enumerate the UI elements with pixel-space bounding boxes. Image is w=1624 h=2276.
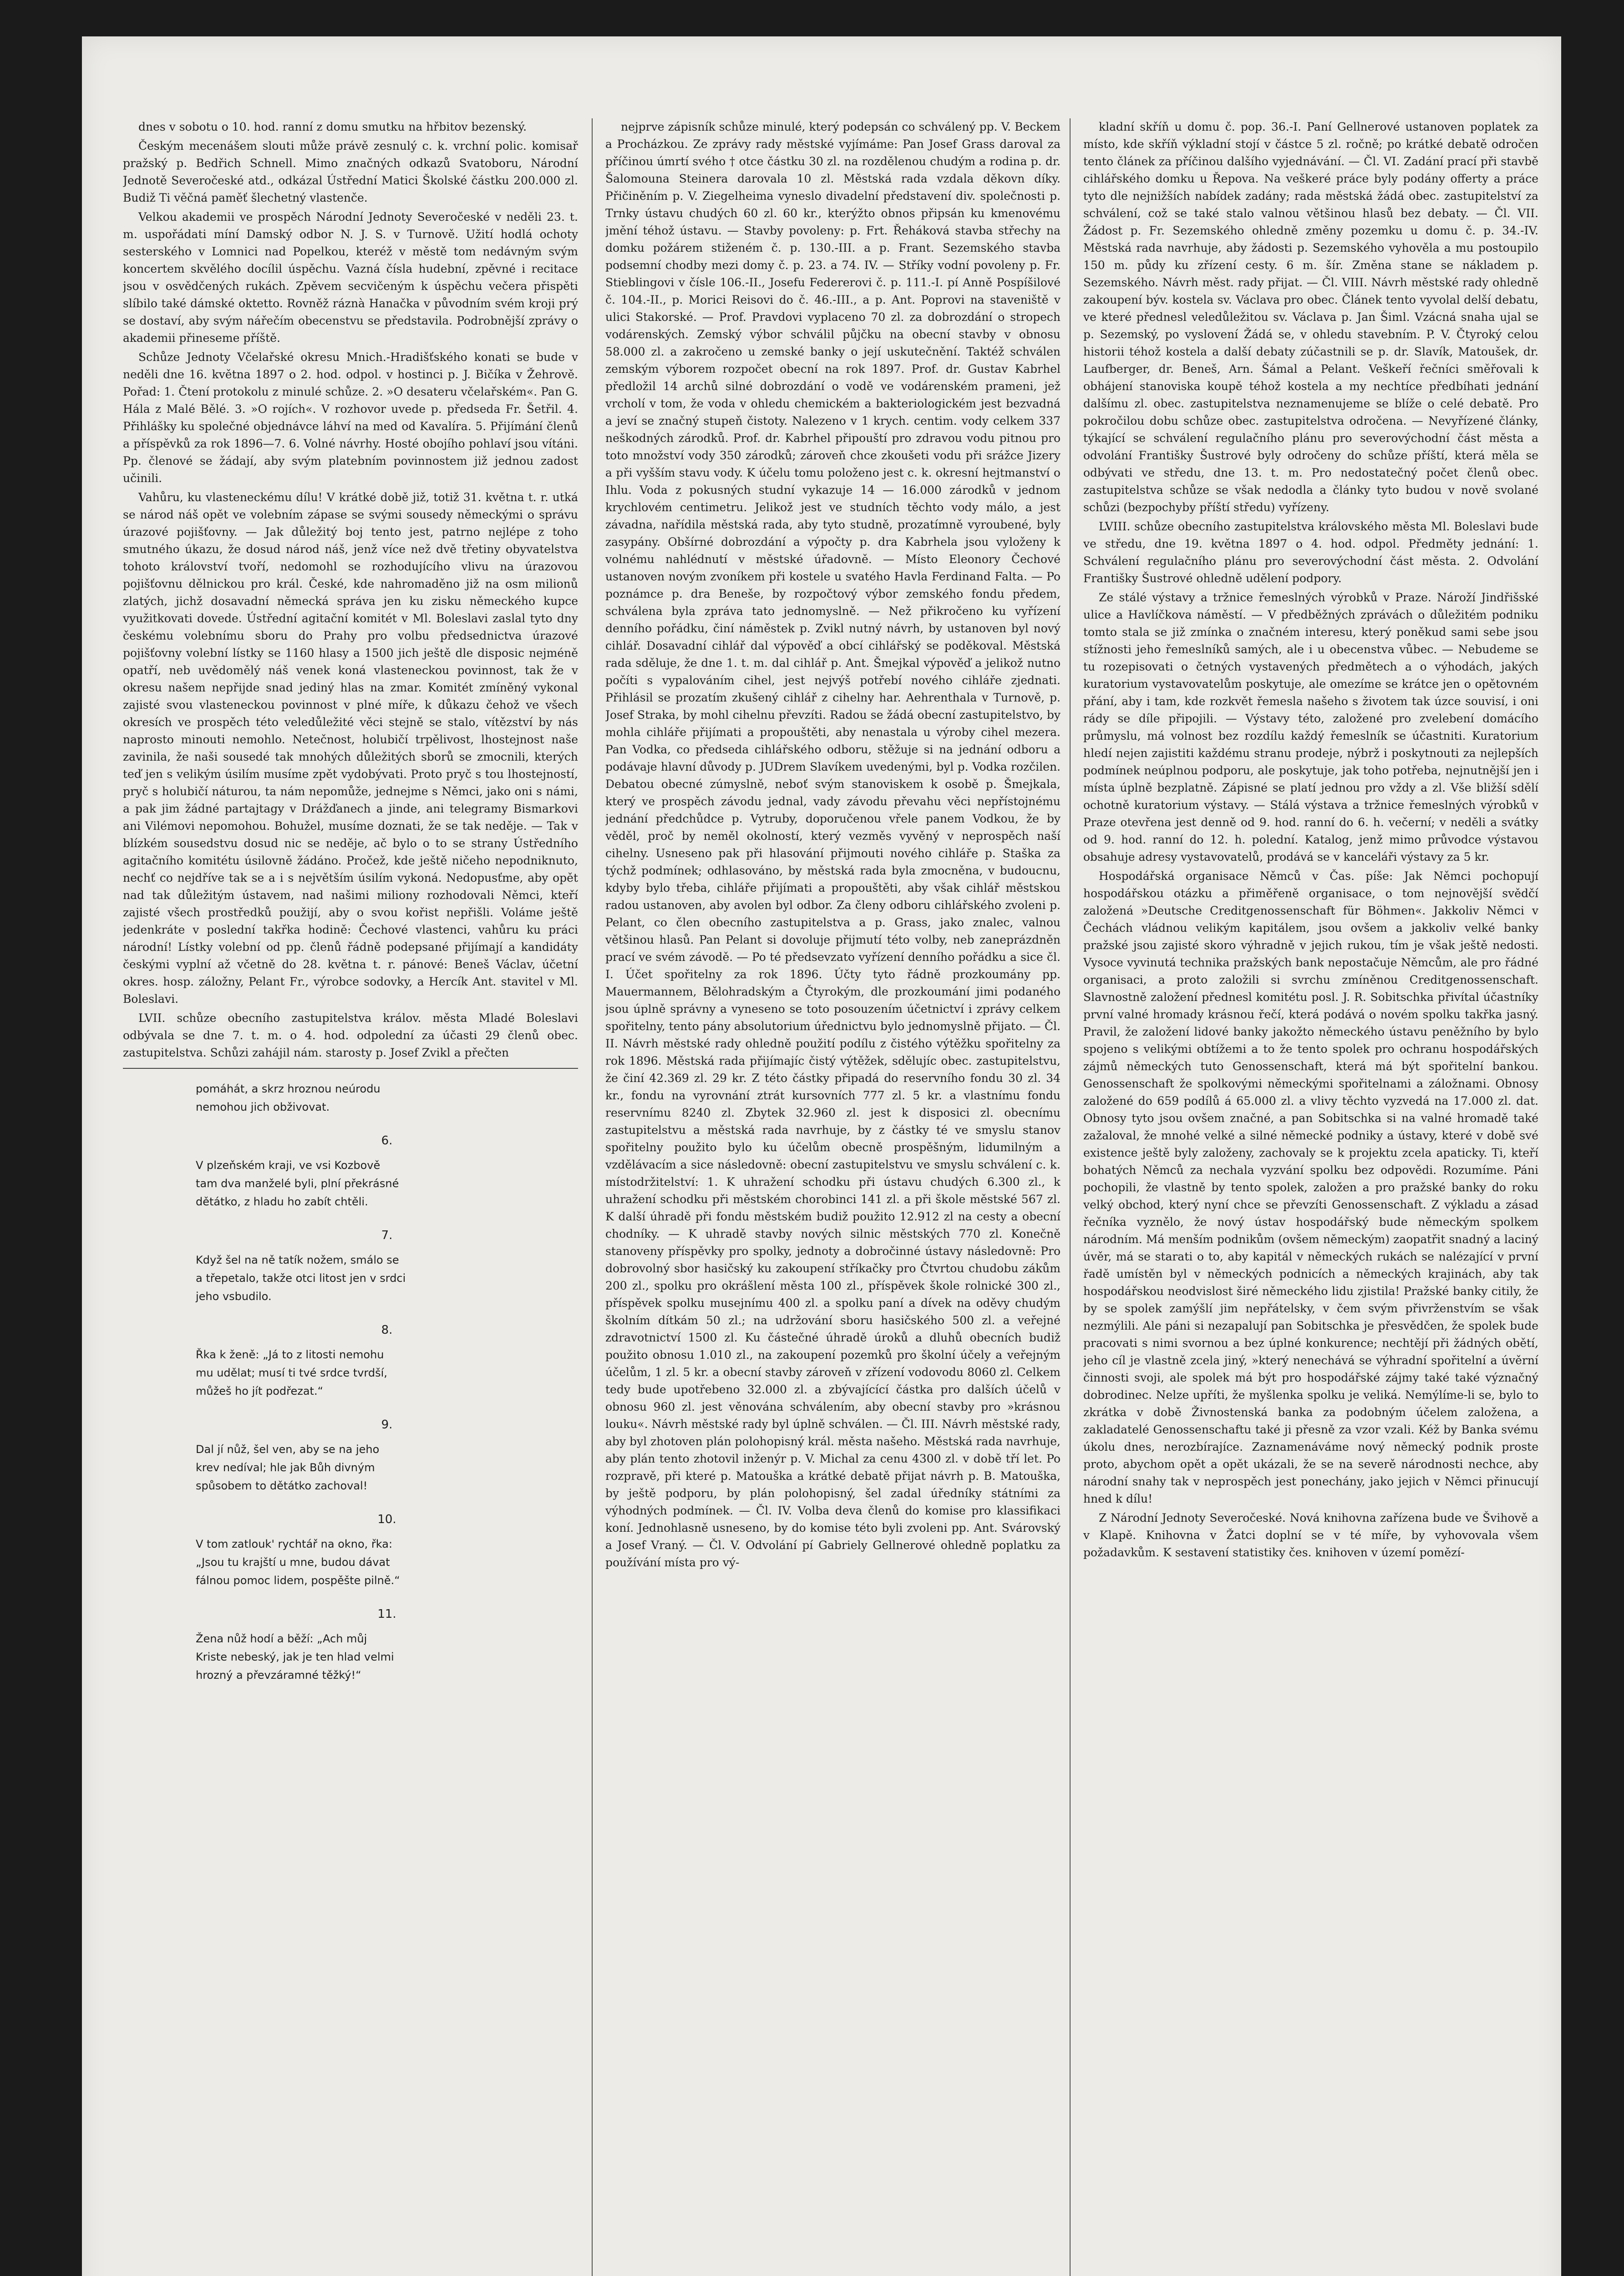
stanza-text: V tom zatlouk' rychtář na okno, řka: „Jsou tu krajští u mne, budou dávat fálnou pomoc lidem, pospěšte pilně.“	[196, 1538, 400, 1587]
stanza-number: 10.	[377, 1513, 396, 1526]
article-paragraph: Velkou akademii ve prospěch Národní Jednoty Severočeské v neděli 23. t. m. uspořádati míní Damský odbor N. J. S. v Turnově. Užití hodlá ochoty sesterského v Lomnici nad Popelkou, kteréž v městě tom nedávným svým koncertem skvělého docílil úspěchu. Vazná čísla hudební, zpěvné i recitace jsou v osvědčených rukách. Zpěvem secvičeným k úspěchu večera přispěti slíbilo také dámské oktetto. Rovněž ráznà Hanačka v původním svém kroji prý se dostaví, aby svým nářečím obecenstvu se představila. Podrobnější zprávy o akademii přineseme příště.	[123, 210, 578, 345]
column-middle	[605, 118, 1061, 2276]
stanza-number: 8.	[381, 1323, 393, 1337]
stanza-text: V plzeňském kraji, ve vsi Kozbově tam dva manželé byli, plní překrásné dětátko, z hladu ho zabít chtěli.	[196, 1159, 399, 1208]
stanza-number: 9.	[381, 1418, 393, 1432]
article-paragraph: LVII. schůze obecního zastupitelstva králov. města Mladé Boleslavi odbývala se dne 7. t. m. o 4. hod. odpolední za účasti 29 členů obec. zastupitelstva. Schůzi zahájil nám. starosty p. Josef Zvikl a přečten	[123, 1011, 578, 1059]
stanza-number: 6.	[381, 1134, 393, 1148]
article-paragraph: LVIII. schůze obecního zastupitelstva královského města Ml. Boleslavi bude ve středu, dne 19. května 1897 o 4. hod. odpol. Předměty jednání: 1. Schválení regulačního plánu pro severovýchodní část města. 2. Odvolání Františky Šustrové ohledně udělení podpory.	[1083, 520, 1538, 585]
article-paragraph: Vahůru, ku vlasteneckému dílu! V krátké době již, totiž 31. května t. r. utká se národ náš opět ve volebním zápase se svými sousedy německými o správu úrazové pojišťovny. — Jak důležitý boj tento jest, patrno nejlépe z toho smutného úkazu, že dosud národ náš, jenž více než dvě třetiny obyvatelstva tohoto království tvoří, nedomohl se rozhodujícího vlivu na úrazovou pojišťovnu dělnickou pro král. České, kde nahromaděno již na osm milionů zlatých, jichž dosavadní německá správa jen ku zisku německého kupce využitkovati dovede. Ústřední agitační komitét v Ml. Boleslavi zaslal tyto dny českému volebnímu sboru do Prahy pro volbu předsednictva úrazové pojišťovny volební lístky se 1160 hlasy a 1500 jich ještě dle disposic nejméně opatří, neb uvědomělý náš venek koná vlasteneckou povinnost, tak že v okresu našem nepřijde snad jediný hlas na zmar. Komitét zmíněný vykonal zajisté svou vlasteneckou povinnost v plné míře, k důkazu čehož ve všech okresích ve prospěch této veledůležité věci stejně se stalo, vítězství by nás naprosto minouti nemohlo. Netečnost, holubičí trpělivost, lhostejnost naše zavinila, že naši sousedé tak mnohých důležitých sborů se zmocnili, kterých teď jen s velikým úsilím musíme zpět vydobývati. Proto pryč s tou lhostejností, pryč s holubičí náturou, ta nám nepomůže, jednejme s Němci, jako oni s námi, a pak jim žádné partajtagy v Drážďanech a jinde, ani telegramy Bismarkovi ani Vilémovi nepomohou. Bohužel, musíme doznati, že se tak neděje. — Tak v blízkém sousedstvu dosud nic se neděje, ač bylo o to se strany Ústředního agitačního komitétu úsilovně žádáno. Pročež, kde ještě ničeho nepodniknuto, nechť co nejdříve tak se a i s největším úsilím vykoná. Nedopusťme, aby opět nad tak důležitým ústavem, nad našimi miliony rozhodovali Němci, kteří zajisté všech prostředků použijí, aby o svou kořist nepřišli. Voláme ještě jedenkráte v poslední takřka hodině: Čechové vlastenci, vahůru ku práci národní! Lístky volební od pp. členů řádně podepsané přijímají a kandidáty českými vyplní až včetně do 28. května t. r. pánové: Beneš Václav, účetní okres. hosp. záložny, Pelant Fr., výrobce sodovky, a Hercík Ant. stavitel v Ml. Boleslavi.	[123, 491, 578, 1006]
stanza-text: Když šel na ně tatík nožem, smálo se a třepetalo, takže otci litost jen v srdci jeho vsbudilo.	[196, 1254, 406, 1303]
article-paragraph: dnes v sobotu o 10. hod. ranní z domu smutku na hřbitov bezenský.	[138, 120, 527, 133]
article-paragraph: Z Národní Jednoty Severočeské. Nová knihovna zařízena bude ve Švihově a v Klapě. Knihovna v Žatci doplní se v té míře, by vyhovovala všem požadavkům. K sestavení statistiky čes. knihoven v území pomězí-	[1083, 1511, 1538, 1559]
column-right	[1083, 118, 1538, 2276]
stanza-text: Žena nůž hodí a běží: „Ach můj Kriste nebeský, jak je ten hlad velmi hrozný a převzáramné těžký!“	[196, 1632, 394, 1682]
poem-intro: pomáhát, a skrz hroznou neúrodu nemohou jich obživovat.	[196, 1082, 381, 1113]
feuilleton-poem	[123, 1080, 578, 1684]
article-paragraph: kladní skříň u domu č. pop. 36.-I. Paní Gellnerové ustanoven poplatek za místo, kde skříň výkladní stojí v částce 5 zl. ročně; po krátké debatě odročen tento článek za příčinou dalšího vyjednávání. — Čl. VI. Zadání prací při stavbě cihlářského domku u Řepova. Na veškeré práce byly podány offerty a práce tyto dle nejnižších nabídek zadány; rada městská žádá obec. zastupitelství za schválení, což se také stalo valnou většinou hlasů bez debaty. — Čl. VII. Žádost p. Fr. Sezemského ohledně změny pozemku u domu č. p. 34.-IV. Městská rada navrhuje, aby žádosti p. Sezemského vyhověla a mu postoupilo 150 m. půdy ku zřízení cesty. 6 m. šír. Změna stane se nákladem p. Sezemského. Návrh měst. rady přijat. — Čl. VIII. Návrh městské rady ohledně zakoupení býv. kostela sv. Václava pro obec. Článek tento vyvolal delší debatu, ve které přednesl veledůležitou sv. Václava p. Jan Šiml. Vzácná snaha ujal se p. Sezemský, po vyslovení Žádá se, v ohledu stavebním. P. V. Čtyroký celou historii téhož kostela a další debaty zúčastnili se p. dr. Slavík, Matoušek, dr. Laufberger, dr. Beneš, Arn. Šámal a Pelant. Veškeří řečníci směřovali k obhájení stanoviska koupě téhož kostela a my nechtíce předbíhati jednání dalšímu zl. obec. zastupitelstva neznamenujeme se blíže o celé debatě. Pro pokročilou dobu schůze obec. zastupitelstva odročena. — Nevyřízené články, týkající se schválení regulačního plánu pro severovýchodní část města a odvolání Františky Šustrové byly odročeny do schůze příští, která měla se odbývati ve středu, dne 13. t. m. Pro nedostatečný počet členů obec. zastupitelstva schůze se však nedodla a články tyto budou v nově svolané schůzi (bezpochyby příští středu) vyřízeny.	[1083, 120, 1538, 514]
section-divider	[123, 1068, 578, 1069]
article-paragraph: Hospodářská organisace Němců v Čas. píše: Jak Němci pochopují hospodářskou otázku a přiměřeně organisace, o tom nejnovější svědčí založená »Deutsche Creditgenossenschaft für Böhmen«. Jakkoliv Němci v Čechách vládnou velikým kapitálem, jsou ovšem a jakkoliv velké banky pražské jsou zajisté skoro výhradně v jejich rukou, tím je však ještě nedosti. Vysoce vyvinutá technika pražských bank nepostačuje Němcům, ale pro řádné organisaci, a proto založili si svrchu zmíněnou Creditgenossenschaft. Slavnostně založení přednesl komitétu posl. J. R. Sobitschka přivítal účastníky první valné hromady krásnou řečí, která podává o novém spolku takřka jasný. Pravil, že založení lidové banky jakožto německého ústavu peněžního by bylo spojeno s velikými obtížemi a to že tento spolek pro ochranu hospodářských zájmů německých tuto Genossenschaft, která má být spořitelní bankou. Genossenschaft že spolkovými německými spořitelnami a záložnami. Obnosy založené do 659 podílů á 65.000 zl. a vlivy těchto vyzvedá na 17.000 zl. dat. Obnosy tyto jsou ovšem značné, a pan Sobitschka si na valné hromadě také zažaloval, že mnohé velké a silné německé podniky a ústavy, které v době své existence ještě byly založeny, zachovaly se k projektu zcela apaticky. Ti, kteří bohatých Němců za nechala vyzvání spolku bez odpovědi. Rozumíme. Páni pochopili, že vlastně by tento spolek, založen a pro pražské banky do roku velký obchod, který nyní chce se převzíti Genossenschaft. Z výkladu a zásad řečníka vyznělo, že nový ústav hospodářský bude německým spolkem národním. Má menším podnikům (ovšem německým) zaopatřit snadný a laciný úvěr, má se starati o to, aby kapitál v německých rukách se nalézající v první řadě umístěn byl v německých podnicích a německých krajinách, aby tak hospodářskou neodvislost širé německého lidu zjistila! Pražské banky citily, že by se spolek zamýšlí jim nepřátelsky, v čem svým přivrženstvím se však nezmýlili. Ale páni si nezapalují pan Sobitschka je přesvědčen, že spolek bude pracovati s nimi svornou a bez úplné konkurence; nechtějí při žádných obětí, jeho cíl je vlastně zcela jiný, »který nenechává se výhradní spořitelní a úvěrní činnosti svoji, ale spolek má být pro hospodářské zájmy také také význačný dobrodinec. Nelze upříti, že myšlenka spolku je veliká. Nemýlíme-li se, bylo to zkrátka v době Živnostenská banka za podobným účelem založena, a zakladatelé Genossenschaftu také ji přesně za vzor vzali. Kéž by Banka svému úkolu dnes, nerozbírajíce. Zaznamenáváme nový německý podnik proste proto, abychom opět a opět ukázali, že se na severě národnosti nechce, aby národní snahy tak v neprospěch jest ponechány, jako jejich v Němci přinucují hned k dílu!	[1083, 869, 1538, 1505]
column-divider	[1070, 118, 1071, 2276]
newspaper-page	[82, 36, 1561, 2276]
column-left	[123, 118, 578, 2276]
article-paragraph: Českým mecenášem slouti může právě zesnulý c. k. vrchní polic. komisař pražský p. Bedřich Schnell. Mimo značných odkazů Svatoboru, Národní Jednotě Severočeské atd., odkázal Ústřední Matici Školské částku 200.000 zl. Budiž Ti věčná paměť šlechetný vlastenče.	[123, 139, 578, 204]
article-paragraph: Ze stálé výstavy a tržnice řemeslných výrobků v Praze. Nároží Jindřišské ulice a Havlíčkova náměstí. — V předběžných zprávách o důležitém podniku tomto stala se již zmínka o značném interesu, který poněkud sami sebe jsou stížnosti jeho řemeslníků samých, ale i u obecenstva vůbec. — Nebudeme se tu rozepisovati o četných vystavených předmětech a o výhodách, jakých kuratorium vystavovatelům poskytuje, ale omezíme se krátce jen o opětovném přání, aby i tam, kde rozkvět řemesla našeho s životem tak úzce souvisí, i oni rády se díle připojili. — Výstavy této, založené pro zvelebení domácího průmyslu, má volnost bez rozdílu každý řemeslník se účastniti. Kuratorium hledí nejen zajistiti každému stranu prodeje, nýbrž i poskytnouti za nejlepších podmínek neúplnou podporu, ale poskytuje, jak toho potřeba, nejnutnější jen i místa úplně bezplatně. Zápisné se platí jednou pro vždy a zl. Vše bližší sdělí ochotně kuratorium výstavy. — Stálá výstava a tržnice řemeslných výrobků v Praze otevřena jest denně od 9. hod. ranní do 6. h. večerní; v neděli a svátky od 9. hod. ranní do 12. h. polední. Katalog, jenž mimo průvodce výstavou obsahuje adresy vystavovatelů, prodává se v kanceláři výstavy za 5 kr.	[1083, 591, 1538, 864]
article-paragraph: Schůze Jednoty Včelařské okresu Mnich.-Hradišťského konati se bude v neděli dne 16. května 1897 o 2. hod. odpol. v hostinci p. J. Bičíka v Žehrově. Pořad: 1. Čtení protokolu z minulé schůze. 2. »O desateru včelařském«. Pan G. Hála z Malé Bělé. 3. »O rojích«. V rozhovor uvede p. předseda Fr. Šetřil. 4. Přihlášky ku společné objednávce láhví na med od Kavalíra. 5. Přijímání členů a příspěvků za rok 1896—7. 6. Volné návrhy. Hosté obojího pohlaví jsou vítáni. Pp. členové se žádají, aby svým platebním povinnostem již jednou zadost učinili.	[123, 351, 578, 485]
stanza-number: 11.	[377, 1607, 396, 1621]
article-paragraph: nejprve zápisník schůze minulé, který podepsán co schválený pp. V. Beckem a Procházkou. Ze zprávy rady městské vyjímáme: Pan Josef Grass daroval za příčinou úmrtí svého † otce částku 30 zl. na rozdělenou chudým a rodina p. dr. Šalomouna Steinera darovala 10 zl. Městská rada vzdala děkovn díky. Přičiněním p. V. Ziegelheima vyneslo divadelní představení div. společnosti p. Trnky ústavu chudých 60 zl. 60 kr., kterýžto obnos připsán ku kmenovému jmění téhož ústavu. — Stavby povoleny: p. Frt. Řeháková stavba střechy na domku požárem stiženém č. p. 130.-III. a p. Frant. Sezemského stavba podsemní chodby mezi domy č. p. 23. a 74. IV. — Stříky vodní povoleny p. Fr. Stieblingovi v čísle 106.-II., Josefu Federerovi č. p. 111.-I. pí Anně Pospíšilové č. 104.-II., p. Morici Reisovi do č. 46.-III., a p. Ant. Poprovi na staveniště v ulici Stakorské. — Prof. Pravdovi vyplaceno 70 zl. za dobrozdání o stropech vodárenských. Zemský výbor schválil půjčku na obecní stavby v obnosu 58.000 zl. a zakročeno u zemské banky o její uskutečnění. Taktéž schválen zemským výborem rozpočet obecní na rok 1897. Prof. dr. Gustav Kabrhel předložil 14 archů silné dobrozdání o vodě ve vodárenském prameni, jež vrcholí v tom, že voda v ohledu chemickém a bakteriologickém jest bezvadná a jeví se značný stupeň čistoty. Nalezeno v 1 krych. centim. vody celkem 337 neškodných zárodků. Prof. dr. Kabrhel připouští pro zdravou vodu pitnou pro toto množství vody 350 zárodků; zároveň chce zkoušeti vodu při srážce Jizery a při vyšším stavu vody. K účelu tomu položeno jest c. k. okresní hejtmanství o Ihlu. Voda z pokusných studní vykazuje 14 — 16.000 zárodků v jednom krychlovém centimetru. Jelikož jest ve studních těchto vody málo, a jest závadna, nařídila městská rada, aby tyto studně, prozatímně vyroubené, byly zasypány. Obšírné dobrozdání a výpočty p. dra Kabrhela jsou vyloženy k volnému nahlédnutí v městské úřadovně. — Místo Eleonory Čechové ustanoven novým zvoníkem při kostele u svatého Havla Ferdinand Falta. — Po poznámce p. dra Beneše, by rozpočtový výbor zemského fondu předem, schválena byla zpráva tato jednomyslně. — Než přikročeno ku vyřízení denního pořádku, činí náměstek p. Zvikl nutný návrh, by ustanoven byl nový cihlář. Dosavadní cihlář dal výpověď a obcí cihlářský se poděkoval. Městská rada sděluje, že dne 1. t. m. dal cihlář p. Ant. Šmejkal výpověď a jelikož nutno počíti s vypalováním cihel, jest nejvýš potřebí nového cihláře zjednati. Přihlásil se prozatím zkušený cihlář z cihelny har. Aehrenthala v Turnově, p. Josef Straka, by mohl cihelnu převzíti. Radou se žádá obecní zastupitelstvo, by mohla cihláře přijímati a propouštěti, aby nenastala u výroby cihel mezera. Pan Vodka, co předseda cihlářského odboru, stěžuje si na jednání odboru a podávaje hlavní důvody p. JUDrem Slavíkem uvedenými, byl p. Vodka rozčilen. Debatou obecné zúmyslně, neboť svým stanoviskem k osobě p. Šmejkala, který ve prospěch závodu jednal, vady závodu převahu věci nepřístojnému jednání předchůdce p. Vytruby, doporučenou vřele panem Vodkou, že by věděl, proč by neměl okolností, který vezměs vyvěný v neprospěch naší cihelny. Usneseno pak při hlasování přijmouti nového cihláře p. Staška za týchž podmínek; odhlasováno, by městská rada byla zmocněna, v budoucnu, kdyby bylo třeba, cihláře přijímati a propouštěti, aby však cihlář městskou radou ustanoven, aby avolen byl odbor. Za členy odboru cihlářského zvoleni p. Pelant, co člen obecního zastupitelstva a p. Grass, jako znalec, valnou většinou hlasů. Pan Pelant si dovoluje přijmutí této volby, neb zaneprázdněn prací ve svém závodě. — Po té předsevzato vyřízení denního pořádku a sice čl. I. Účet spořitelny za rok 1896. Účty tyto řádně prozkoumány pp. Mauermannem, Bělohradským a Čtyrokým, dle prozkoumání jimi podaného jsou úplně správny a vyneseno se toto posouzením účetnictví i zprávy celkem spořitelny, tento pány absolutorium úřednictvu bylo jednomyslně přijato. — Čl. II. Návrh městské rady ohledně použití podílu z čistého výtěžku spořitelny za rok 1896. Městská rada přijímajíc čistý výtěžek, sdělujíc obec. zastupitelstvu, že činí 42.369 zl. 29 kr. Z této částky připadá do reservního fondu 30 zl. 34 kr., fondu na vyrovnání ztrát kursovních 777 zl. 5 kr. a vlastnímu fondu reservnímu 8240 zl. Zbytek 32.960 zl. jest k disposici zl. obecnímu zastupitelstvu a městská rada navrhuje, by z částky té ve smyslu stanov spořitelny použito bylo ku účelům obecně prospěšným, lidumilným a vzdělávacím a sice následovně: obecní zastupitelstvu ve smyslu schválení c. k. místodržitelství: 1. K uhražení schodku při ústavu chudých 6.300 zl., k uhražení schodku při městském chorobinci 141 zl. a při škole městské 567 zl. K další úhradě při fondu městském budiž použito 12.912 zl na cesty a obecní chodníky. — K uhradě stavby nových silnic městských 770 zl. Konečně stanoveny příspěvky pro spolky, jednoty a dobročinné ústavy následovně: Pro dobrovolný sbor hasičský ku zakoupení stříkačky pro Čtvrtou chudobu zákům 200 zl., spolku pro okrášlení města 100 zl., příspěvek škole rolnické 300 zl., příspěvek spolku musejnímu 400 zl. a spolku paní a dívek na oděvy chudým školním dítkám 50 zl.; na udržování sboru hasičského 500 zl. a veřejné zdravotnictví 1500 zl. Ku částečné úhradě úroků a dluhů obecních budiž použito obnosu 1.010 zl., na zakoupení pozemků pro školní účely a veřejným účelům, 1 zl. 5 kr. a obecní stavby zároveň v zřízení vodovodu 8060 zl. Celkem tedy bude upotřebeno 32.000 zl. a zbývajícící částka pro dalších účelů v obnosu 960 zl. jest věnována schválením, aby obecní stavby pro »krásnou louku«. Návrh městské rady byl úplně schválen. — Čl. III. Návrh městské rady, aby byl zhotoven plán polohopisný král. města našeho. Městská rada navrhuje, aby plán tento zhotovil inženýr p. V. Michal za cenu 4300 zl. v době tří let. Po rozpravě, při které p. Matouška a krátké debatě přijat návrh p. B. Matouška, by ještě podporu, by plán polohopisný, šel zadal úředníky státními za výhodných podmínek. — Čl. IV. Volba deva členů do komise pro klassifikaci koní. Jednohlasně usneseno, by do komise této byli zvoleni pp. Ant. Svárovský a Josef Vraný. — Čl. V. Odvolání pí Gabriely Gellnerové ohledně poplatku za používání místa pro vý-	[605, 120, 1061, 1569]
stanza-text: Řka k ženě: „Já to z litosti nemohu mu udělat; musí ti tvé srdce tvrdší, můžeš ho jít podřezat.“	[196, 1348, 387, 1397]
stanza-number: 7.	[381, 1229, 393, 1242]
column-divider	[592, 118, 593, 2276]
stanza-text: Dal jí nůž, šel ven, aby se na jeho krev nedíval; hle jak Bůh divným spůsobem to dětátko zachoval!	[196, 1443, 380, 1492]
